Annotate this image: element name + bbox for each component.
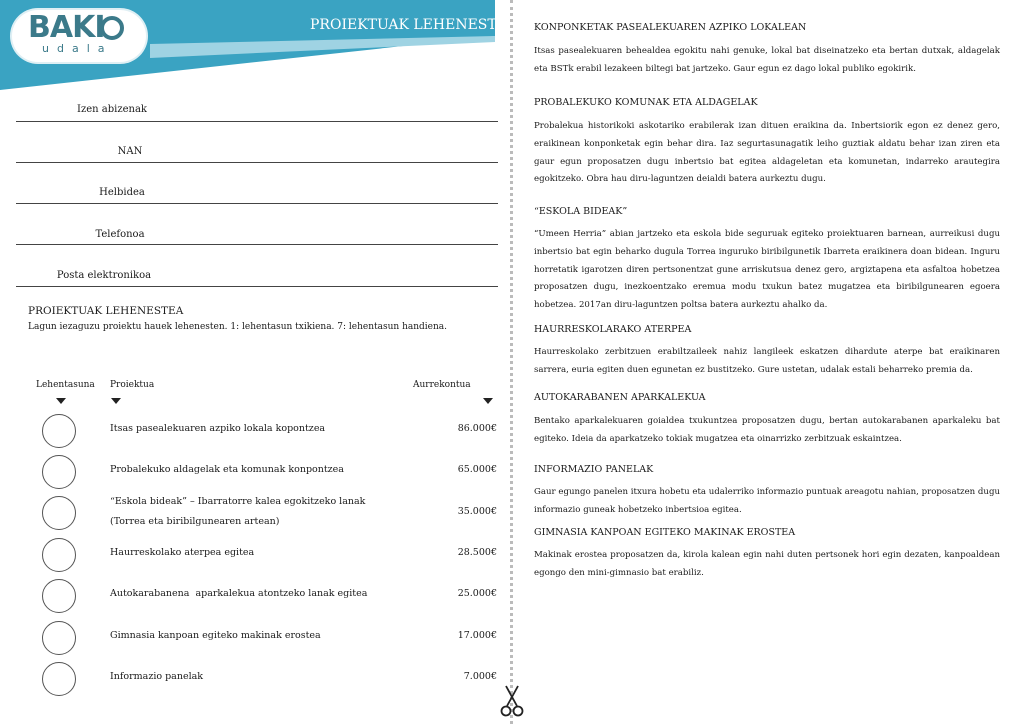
sort-budget-icon[interactable] bbox=[483, 398, 493, 404]
project-name: “Eskola bideak” – Ibarratorre kalea egokitzeko lanak (Torrea eta biribilgunearen artean) bbox=[110, 496, 366, 527]
column-header-budget: Aurrekontua bbox=[413, 380, 471, 390]
project-cost: 25.000€ bbox=[457, 588, 497, 599]
sort-priority-icon[interactable] bbox=[56, 398, 66, 404]
project-cost: 35.000€ bbox=[457, 506, 497, 517]
section-heading: AUTOKARABANEN APARKALEKUA bbox=[534, 392, 706, 403]
header-title: PROIEKTUAK LEHENESTEA bbox=[310, 17, 518, 33]
form-line-phone[interactable] bbox=[16, 244, 498, 245]
section-text: “Umeen Herria” abian jartzeko eta eskola bide seguruak egiteko proiektuaren barnean, aurreikusi dugu inbertsio bat egin beharko dugula Torrea inguruko biribilgunetik Ibarreta eraikinera doan bidean. Inguru horretatik igarotzen diren pertsonentzat gune arriskutsua denez gero, argiztapena eta asfaltoa hobetzea proposatzen dugu, inezkoentzako eremua modu txukun batez mugatzea eta biribilgunearen egoera hobetzea. 2017an diru-laguntzen poltsa batera aurkeztu ahalko da. bbox=[534, 229, 1000, 311]
project-name: Probalekuko aldagelak eta komunak konpontzea bbox=[110, 464, 344, 475]
section-heading: PROBALEKUKO KOMUNAK ETA ALDAGELAK bbox=[534, 97, 758, 108]
section-text: Bentako aparkalekuaren goialdea txukuntzea proposatzen dugu, bertan autokarabanen aparkaleku bat egiteko. Ideia da aparkatzeko tokiak mugatzea eta oinarrizko zerbitzuak eskaintzea. bbox=[534, 416, 1000, 444]
logo-wordmark: BAKI bbox=[28, 10, 105, 45]
priority-circle[interactable] bbox=[42, 496, 76, 530]
section-title: PROIEKTUAK LEHENESTEA bbox=[28, 305, 184, 317]
section-text: Probalekua historikoki askotariko erabilerak izan dituen eraikina da. Inbertsiorik egon ez denez gero, eraikinean konponketak egin behar dira. Iaz segurtasunagatik leiho guztiak aldatu behar izan ziren eta gaur egun proposatzen dugu inbertsio bat egitea aldageletan eta komunetan, indarreko arautegira egokitzeko. Obra hau diru-laguntzen deialdi batera aurkeztu dugu. bbox=[534, 121, 1000, 185]
section-heading: GIMNASIA KANPOAN EGITEKO MAKINAK EROSTEA bbox=[534, 527, 796, 538]
project-name: Informazio panelak bbox=[110, 671, 204, 682]
form-label-email: Posta elektronikoa bbox=[56, 270, 152, 281]
logo-subtitle: udala bbox=[42, 42, 113, 55]
project-name: Haurreskolako aterpea egitea bbox=[110, 547, 255, 558]
form-line-name[interactable] bbox=[16, 121, 498, 122]
priority-circle[interactable] bbox=[42, 538, 76, 572]
sort-project-icon[interactable] bbox=[111, 398, 121, 404]
cut-line bbox=[510, 0, 513, 724]
scissors-icon bbox=[500, 684, 524, 718]
section-text: Haurreskolako zerbitzuen erabiltzaileek nahiz langileek eskatzen dihardute aterpe bat eraikinaren sarrera, euria egiten duen egunetan ez bustitzeko. Gure ustetan, udalak estali beharreko premia da. bbox=[534, 347, 1000, 375]
form-label-id: NAN bbox=[117, 146, 143, 157]
priority-circle[interactable] bbox=[42, 621, 76, 655]
form-line-address[interactable] bbox=[16, 203, 498, 204]
column-header-priority: Lehentasuna bbox=[36, 380, 95, 390]
project-cost: 7.000€ bbox=[463, 671, 497, 682]
priority-circle[interactable] bbox=[42, 414, 76, 448]
section-text: Makinak erostea proposatzen da, kirola kalean egin nahi duten pertsonek hori egin dezaten, kanpoaldean egongo den mini-gimnasio bat erabiliz. bbox=[534, 550, 1000, 578]
form-label-name: Izen abizenak bbox=[77, 104, 147, 115]
section-heading: “ESKOLA BIDEAK” bbox=[534, 206, 628, 217]
form-label-phone: Telefonoa bbox=[95, 229, 145, 240]
form-line-email[interactable] bbox=[16, 286, 498, 287]
section-text: Itsas pasealekuaren behealdea egokitu nahi genuke, lokal bat diseinatzeko eta bertan dutxak, aldagelak eta BSTk erabil lezakeen biltegi bat jartzeko. Gaur egun ez dago lokal publiko egokirik. bbox=[534, 46, 1000, 74]
project-cost: 65.000€ bbox=[457, 464, 497, 475]
section-heading: INFORMAZIO PANELAK bbox=[534, 464, 654, 475]
section-heading: HAURRESKOLARAKO ATERPEA bbox=[534, 324, 692, 335]
section-instructions: Lagun iezaguzu proiektu hauek lehenesten. 1: lehentasun txikiena. 7: lehentasun handiena. bbox=[28, 322, 448, 332]
form-line-id[interactable] bbox=[16, 162, 498, 163]
priority-circle[interactable] bbox=[42, 662, 76, 696]
form-label-address: Helbidea bbox=[99, 187, 145, 198]
priority-circle[interactable] bbox=[42, 579, 76, 613]
project-cost: 17.000€ bbox=[457, 630, 497, 641]
column-header-project: Proiektua bbox=[110, 380, 155, 390]
project-cost: 86.000€ bbox=[457, 423, 497, 434]
logo-ring-icon bbox=[100, 16, 124, 40]
project-name: Itsas pasealekuaren azpiko lokala kopontzea bbox=[110, 423, 326, 434]
project-name: Autokarabanena aparkalekua atontzeko lanak egitea bbox=[110, 588, 368, 599]
project-cost: 28.500€ bbox=[457, 547, 497, 558]
priority-circle[interactable] bbox=[42, 455, 76, 489]
section-text: Gaur egungo panelen itxura hobetu eta udalerriko informazio puntuak areagotu nahian, proposatzen dugu informazio guneak hobetzeko inbertsioa egitea. bbox=[534, 487, 1000, 515]
section-heading: KONPONKETAK PASEALEKUAREN AZPIKO LOKALEAN bbox=[534, 22, 807, 33]
project-name: Gimnasia kanpoan egiteko makinak erostea bbox=[110, 630, 321, 641]
